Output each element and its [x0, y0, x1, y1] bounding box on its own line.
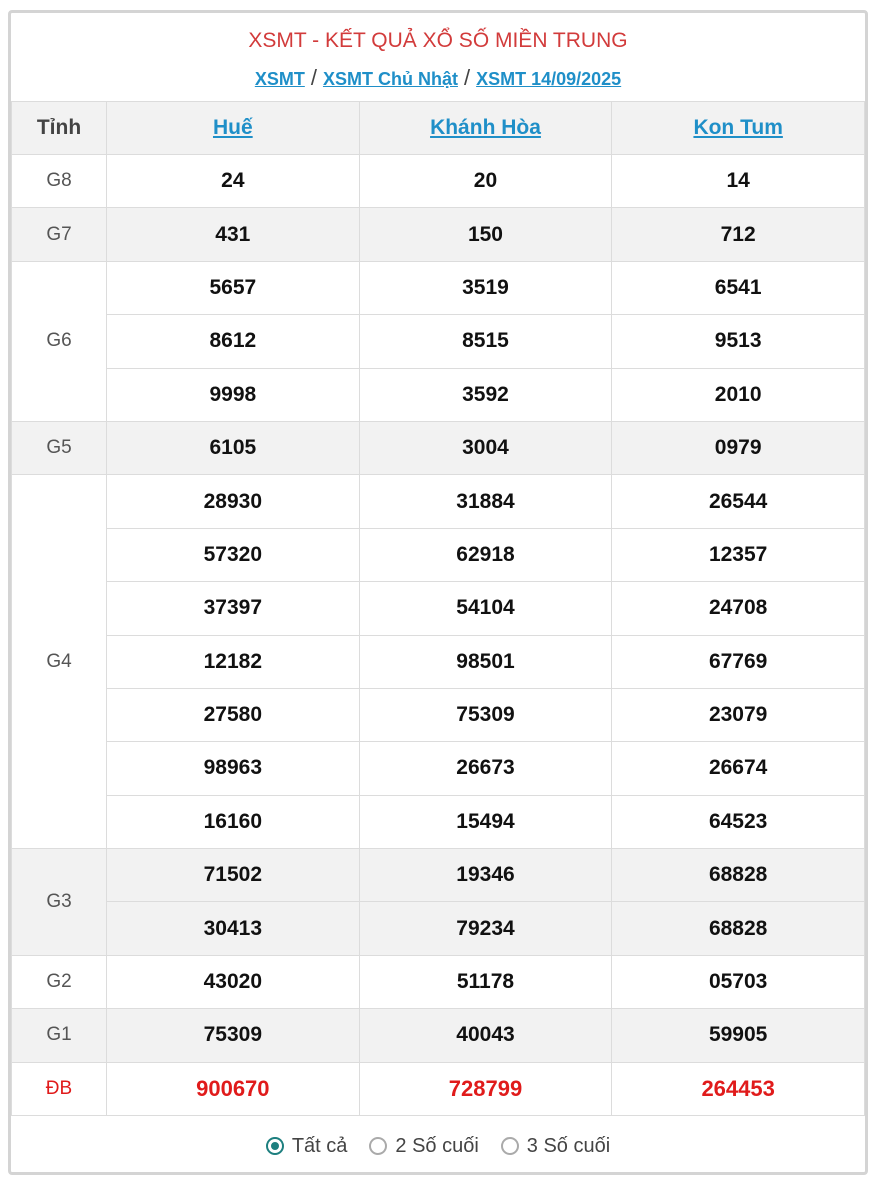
table-row: [12, 208, 865, 261]
prize-number: 43020: [107, 955, 360, 1008]
breadcrumb-link-sunday[interactable]: XSMT Chủ Nhật: [322, 69, 458, 89]
prize-number: 15494: [359, 795, 612, 848]
breadcrumb-separator: /: [463, 65, 471, 90]
prize-label-g3: G3: [12, 849, 107, 956]
prize-number: 23079: [612, 688, 865, 741]
prize-number: 6541: [612, 261, 865, 314]
prize-number: 9513: [612, 315, 865, 368]
prize-label-g2: G2: [12, 955, 107, 1008]
prize-number: 900670: [107, 1062, 360, 1115]
breadcrumb-separator: /: [310, 65, 317, 90]
filter-option-3-digits[interactable]: [501, 1135, 610, 1158]
province-link-kon-tum[interactable]: Kon Tum: [693, 116, 783, 139]
prize-number: 0979: [612, 421, 865, 474]
prize-number: 9998: [107, 368, 360, 421]
prize-number: 27580: [107, 688, 360, 741]
table-row: [12, 155, 865, 208]
prize-number: 431: [107, 208, 360, 261]
prize-number: 05703: [612, 955, 865, 1008]
radio-icon[interactable]: [369, 1137, 387, 1155]
table-row: [12, 1062, 865, 1115]
prize-number: 712: [612, 208, 865, 261]
prize-number: 40043: [359, 1009, 612, 1062]
prize-number: 62918: [359, 528, 612, 581]
breadcrumb: [11, 67, 865, 90]
table-row: [12, 421, 865, 474]
prize-number: 51178: [359, 955, 612, 1008]
radio-selected-icon[interactable]: [266, 1137, 284, 1155]
results-table: [11, 101, 865, 1116]
table-header-row: [12, 102, 865, 155]
table-row: [12, 955, 865, 1008]
table-row: [12, 582, 865, 635]
prize-number: 19346: [359, 849, 612, 902]
prize-number: 30413: [107, 902, 360, 955]
table-row: [12, 315, 865, 368]
prize-label-g6: G6: [12, 261, 107, 421]
province-column-header: Tỉnh: [12, 102, 107, 155]
prize-number: 79234: [359, 902, 612, 955]
results-header: [11, 13, 865, 101]
prize-number: 264453: [612, 1062, 865, 1115]
prize-number: 5657: [107, 261, 360, 314]
prize-label-g4: G4: [12, 475, 107, 849]
digit-filter: [11, 1116, 865, 1176]
table-row: [12, 261, 865, 314]
results-body: [12, 155, 865, 1116]
prize-label-db: ĐB: [12, 1062, 107, 1115]
prize-number: 12182: [107, 635, 360, 688]
prize-number: 8612: [107, 315, 360, 368]
prize-label-g8: G8: [12, 155, 107, 208]
filter-option-label: 3 Số cuối: [526, 1134, 611, 1157]
prize-label-g1: G1: [12, 1009, 107, 1062]
prize-number: 98501: [359, 635, 612, 688]
prize-number: 26673: [359, 742, 612, 795]
prize-number: 3592: [359, 368, 612, 421]
prize-number: 20: [359, 155, 612, 208]
filter-option-2-digits[interactable]: [369, 1135, 478, 1158]
prize-number: 54104: [359, 582, 612, 635]
prize-number: 24708: [612, 582, 865, 635]
prize-label-g7: G7: [12, 208, 107, 261]
prize-number: 59905: [612, 1009, 865, 1062]
prize-number: 16160: [107, 795, 360, 848]
prize-number: 14: [612, 155, 865, 208]
breadcrumb-link-date[interactable]: XSMT 14/09/2025: [476, 69, 622, 89]
prize-number: 24: [107, 155, 360, 208]
table-row: [12, 742, 865, 795]
prize-number: 75309: [107, 1009, 360, 1062]
table-row: [12, 635, 865, 688]
prize-number: 2010: [612, 368, 865, 421]
prize-number: 37397: [107, 582, 360, 635]
prize-number: 71502: [107, 849, 360, 902]
prize-label-g5: G5: [12, 421, 107, 474]
table-row: [12, 795, 865, 848]
table-row: [12, 1009, 865, 1062]
table-row: [12, 368, 865, 421]
prize-number: 57320: [107, 528, 360, 581]
filter-option-label: Tất cả: [291, 1134, 348, 1157]
prize-number: 728799: [359, 1062, 612, 1115]
prize-number: 68828: [612, 849, 865, 902]
province-link-hue[interactable]: Huế: [212, 116, 253, 139]
results-panel: [8, 10, 868, 1175]
prize-number: 3519: [359, 261, 612, 314]
table-row: [12, 688, 865, 741]
prize-number: 150: [359, 208, 612, 261]
table-row: [12, 475, 865, 528]
filter-option-all[interactable]: [266, 1135, 348, 1158]
prize-number: 8515: [359, 315, 612, 368]
table-row: [12, 902, 865, 955]
prize-number: 68828: [612, 902, 865, 955]
table-row: [12, 849, 865, 902]
prize-number: 31884: [359, 475, 612, 528]
prize-number: 3004: [359, 421, 612, 474]
table-row: [12, 528, 865, 581]
page-title: XSMT - KẾT QUẢ XỔ SỐ MIỀN TRUNG: [248, 29, 628, 52]
prize-number: 6105: [107, 421, 360, 474]
prize-number: 26674: [612, 742, 865, 795]
prize-number: 26544: [612, 475, 865, 528]
prize-number: 75309: [359, 688, 612, 741]
filter-option-label: 2 Số cuối: [395, 1134, 479, 1157]
radio-icon[interactable]: [501, 1137, 519, 1155]
prize-number: 98963: [107, 742, 360, 795]
prize-number: 28930: [107, 475, 360, 528]
breadcrumb-link-xsmt[interactable]: XSMT: [254, 69, 305, 89]
province-link-khanh-hoa[interactable]: Khánh Hòa: [430, 116, 541, 139]
prize-number: 12357: [612, 528, 865, 581]
prize-number: 67769: [612, 635, 865, 688]
prize-number: 64523: [612, 795, 865, 848]
